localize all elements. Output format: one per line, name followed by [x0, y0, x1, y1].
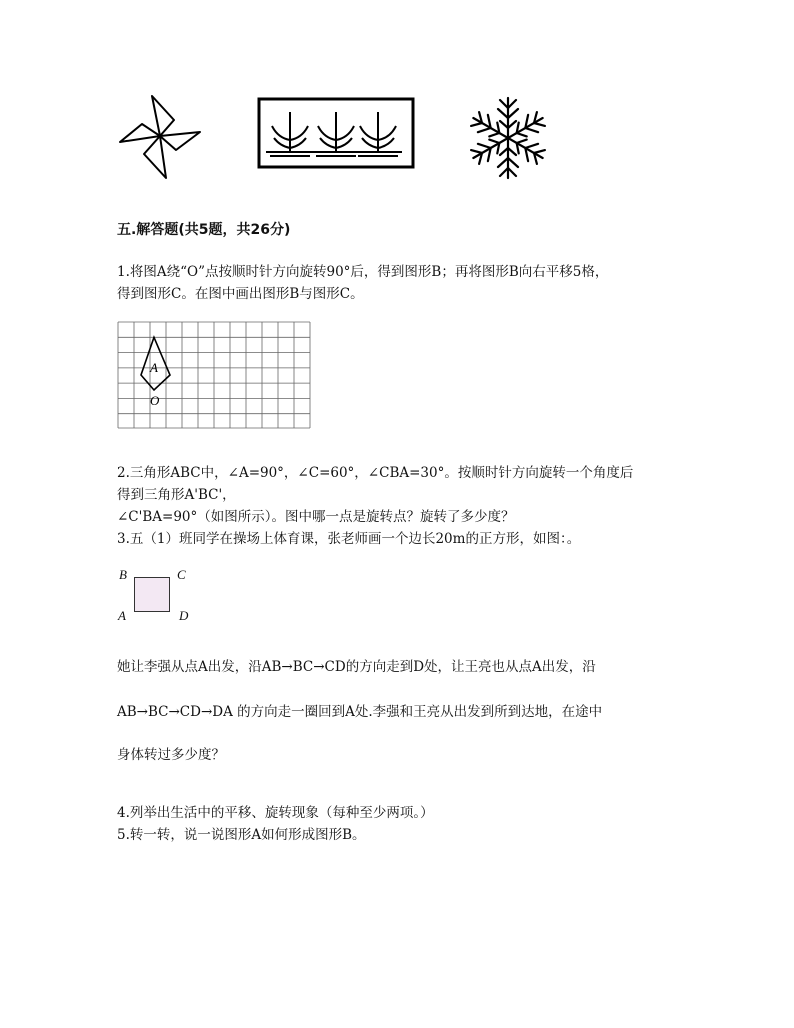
q2-line-2: 得到三角形A'BC'， — [117, 487, 236, 503]
label-a: A — [118, 608, 126, 623]
label-a: A — [150, 360, 158, 375]
pinwheel-icon — [116, 94, 204, 180]
q3-paragraph-2: AB→BC→CD→DA 的方向走一圈回到A处.李强和王亮从出发到所到达地，在途中 — [117, 704, 603, 720]
label-c: C — [177, 567, 186, 582]
label-b: B — [119, 567, 127, 582]
q5-line-1: 5.转一转，说一说图形A如何形成图形B。 — [117, 827, 366, 843]
plant-pattern-icon — [256, 96, 416, 172]
label-d: D — [179, 608, 189, 623]
q3-line-1: 3.五（1）班同学在操场上体育课，张老师画一个边长20m的正方形，如图：。 — [117, 531, 581, 547]
q3-paragraph-3: 身体转过多少度？ — [117, 747, 225, 763]
q4-line-1: 4.列举出生活中的平移、旋转现象（每种至少两项。） — [117, 805, 434, 821]
section-heading: 五.解答题(共5题，共26分) — [117, 222, 291, 238]
q1-line-1: 1.将图A绕“O”点按顺时针方向旋转90°后，得到图形B；再将图形B向右平移5格， — [117, 264, 609, 280]
label-o: O — [150, 393, 160, 408]
q3-square-figure — [117, 565, 197, 625]
q1-grid-figure — [117, 321, 311, 429]
snowflake-icon — [464, 94, 552, 182]
q2-line-1: 2.三角形ABC中，∠A=90°，∠C=60°，∠CBA=30°。按顺时针方向旋转一个角度后 — [117, 465, 634, 481]
q2-line-3: ∠C'BA=90°（如图所示）。图中哪一点是旋转点？旋转了多少度？ — [117, 509, 515, 525]
square — [134, 577, 170, 612]
grid-lines — [118, 322, 310, 428]
q1-line-2: 得到图形C。在图中画出图形B与图形C。 — [117, 286, 364, 302]
q3-paragraph-1: 她让李强从点A出发，沿AB→BC→CD的方向走到D处，让王亮也从点A出发，沿 — [117, 659, 596, 675]
